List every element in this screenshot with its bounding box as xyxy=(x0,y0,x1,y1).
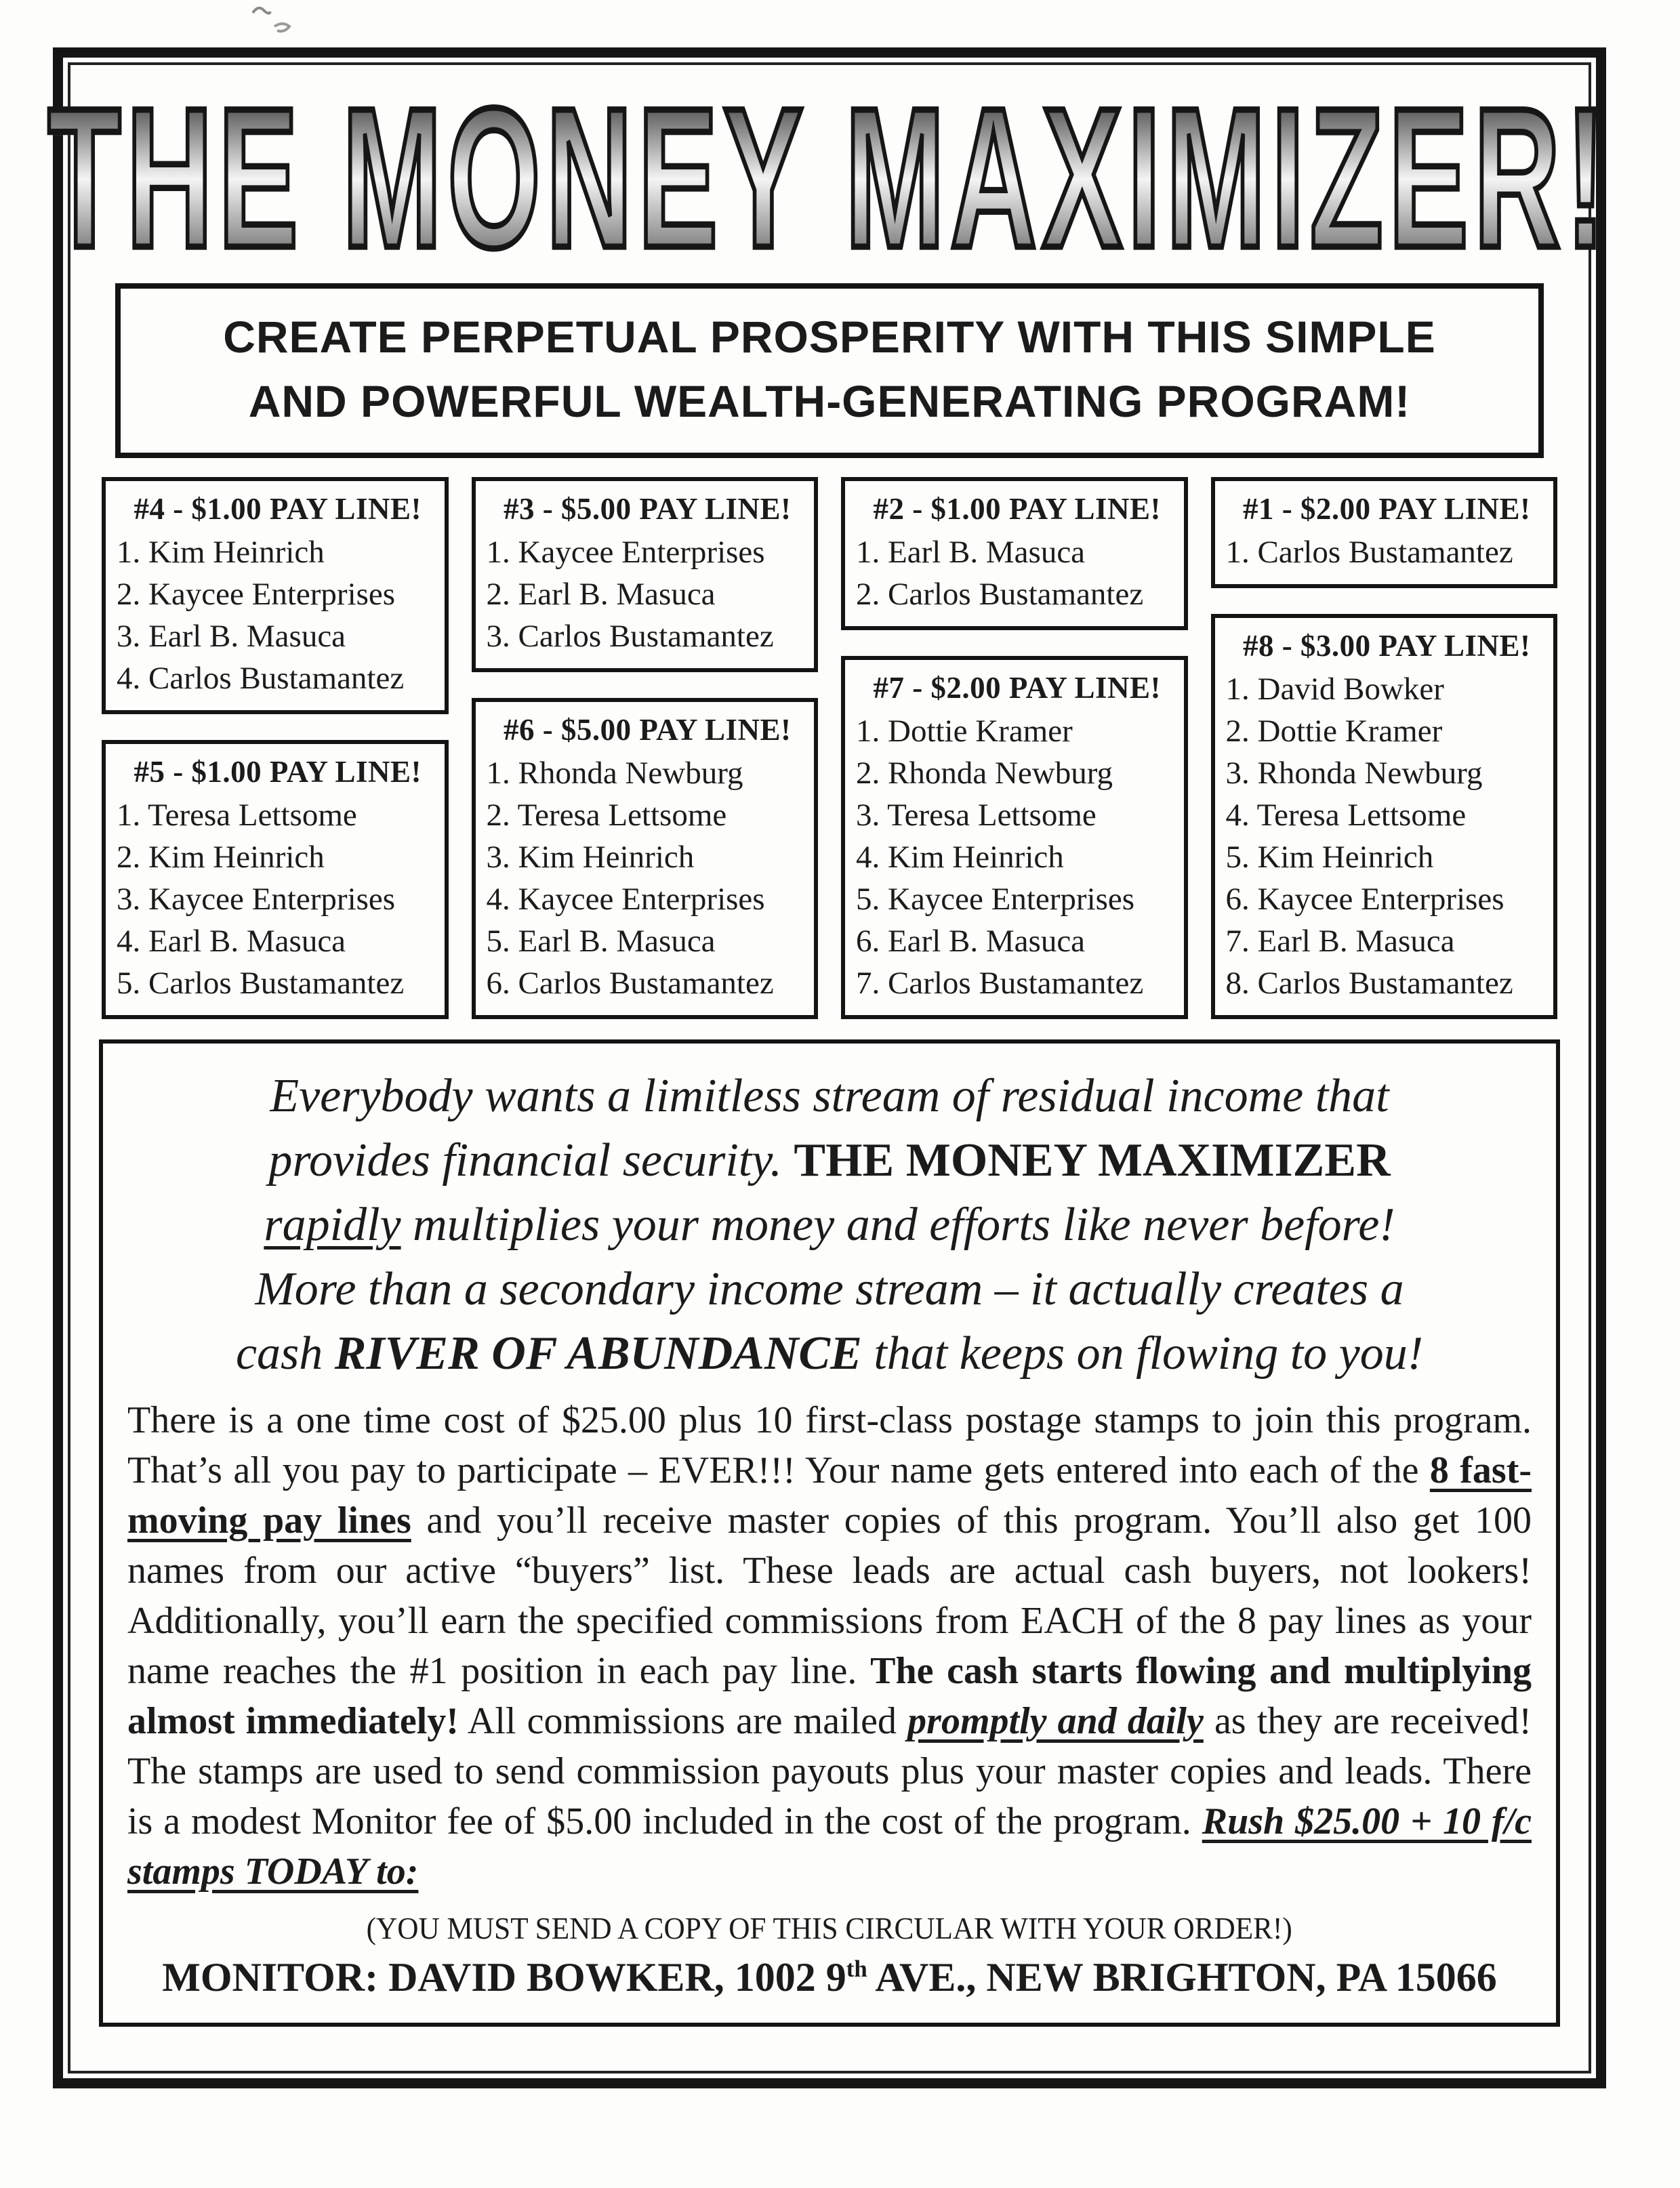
text-segment: and you’ll receive master copies of this program. You’ll also get 100 names from our active “buyers” list. These leads are actual cash buyers, not lookers! Additionally, you’ll earn the specified commissions from EACH of the 8 pay lines as your name reaches the #1 position in each pay line. xyxy=(127,1500,1532,1692)
text-segment: cash xyxy=(235,1327,335,1380)
text-segment: All commissions are mailed xyxy=(458,1700,908,1742)
pay-line-entry: 3. Teresa Lettsome xyxy=(856,798,1097,833)
pay-line-entry: 5. Kim Heinrich xyxy=(1225,840,1434,875)
text-segment: AVE., NEW BRIGHTON, PA 15066 xyxy=(867,1955,1497,2000)
main-text-box xyxy=(99,1039,1560,2027)
pay-line-column-1 xyxy=(102,477,449,1019)
pay-line-box-3 xyxy=(472,477,819,672)
pay-line-box-6 xyxy=(472,698,819,1019)
pay-line-names xyxy=(856,531,1179,615)
subtitle-box xyxy=(115,283,1544,458)
text-segment: promptly and daily xyxy=(907,1700,1204,1742)
pay-line-entry: 4. Kaycee Enterprises xyxy=(486,882,765,917)
pay-line-box-5 xyxy=(102,740,449,1019)
pay-line-names xyxy=(117,531,439,699)
pay-line-entry: 4. Carlos Bustamantez xyxy=(117,661,405,696)
text-segment: More than a secondary income stream – it actually creates a xyxy=(255,1263,1404,1315)
pay-line-header: #8 - $3.00 PAY LINE! xyxy=(1242,629,1531,663)
pay-line-entry: 6. Kaycee Enterprises xyxy=(1225,882,1504,917)
pay-line-entry: 6. Carlos Bustamantez xyxy=(486,966,774,1001)
text-segment: 8 fast-moving pay lines xyxy=(127,1449,1532,1542)
pay-line-entry: 1. Kim Heinrich xyxy=(117,535,325,570)
pay-line-entry: 3. Kim Heinrich xyxy=(486,840,695,875)
pay-line-entry: 1. Rhonda Newburg xyxy=(486,756,743,791)
pay-line-box-7 xyxy=(841,656,1188,1019)
pay-line-entry: 5. Earl B. Masuca xyxy=(486,924,716,959)
pay-line-names xyxy=(1226,531,1549,573)
pay-line-names xyxy=(856,710,1179,1004)
order-note-text: (YOU MUST SEND A COPY OF THIS CIRCULAR WITH YOUR ORDER!) xyxy=(366,1911,1293,1945)
pay-line-entry: 1. Carlos Bustamantez xyxy=(1225,535,1513,570)
pay-line-box-8 xyxy=(1211,614,1558,1019)
text-segment: MONITOR: DAVID BOWKER, 1002 9 xyxy=(162,1955,846,2000)
pay-line-entry: 1. Kaycee Enterprises xyxy=(486,535,765,570)
pay-line-entry: 1. Teresa Lettsome xyxy=(117,798,357,833)
text-segment: multiplies your money and efforts like never before! xyxy=(401,1199,1395,1251)
pay-line-box-4 xyxy=(102,477,449,714)
pay-line-entry: 3. Earl B. Masuca xyxy=(117,619,346,654)
intro-line xyxy=(127,1257,1532,1321)
pay-line-column-3 xyxy=(841,477,1188,1019)
pay-line-entry: 4. Kim Heinrich xyxy=(856,840,1064,875)
text-segment: THE MONEY MAXIMIZER xyxy=(794,1134,1391,1186)
intro-line xyxy=(127,1064,1532,1128)
pay-line-entry: 4. Teresa Lettsome xyxy=(1225,798,1467,833)
pay-line-entry: 5. Carlos Bustamantez xyxy=(117,966,405,1001)
intro-line xyxy=(127,1321,1532,1386)
pay-line-entry: 3. Kaycee Enterprises xyxy=(117,882,396,917)
pay-line-names xyxy=(1226,668,1549,1004)
order-note xyxy=(127,1907,1532,1949)
page-content xyxy=(47,65,1612,2071)
pay-line-header: #4 - $1.00 PAY LINE! xyxy=(134,492,422,526)
pay-line-entry: 6. Earl B. Masuca xyxy=(856,924,1086,959)
text-segment: rapidly xyxy=(264,1199,401,1251)
pencil-mark-artifact xyxy=(247,3,302,41)
text-segment: There is a one time cost of $25.00 plus 10 first-class postage stamps to join this program. That’s all you pay to participate – EVER!!! Your name gets entered into each of the xyxy=(127,1399,1532,1491)
pay-line-entry: 8. Carlos Bustamantez xyxy=(1225,966,1513,1001)
text-segment: provides financial security. xyxy=(268,1134,794,1186)
pay-line-box-2 xyxy=(841,477,1188,630)
pay-line-box-1 xyxy=(1211,477,1558,588)
subtitle-line-1: CREATE PERPETUAL PROSPERITY WITH THIS SIMPLE xyxy=(223,312,1436,362)
pay-line-entry: 2. Carlos Bustamantez xyxy=(856,577,1144,612)
monitor-address xyxy=(127,1949,1532,2005)
pay-line-header: #5 - $1.00 PAY LINE! xyxy=(134,755,422,789)
pay-line-entry: 4. Earl B. Masuca xyxy=(117,924,346,959)
pay-line-entry: 3. Rhonda Newburg xyxy=(1225,756,1483,791)
pay-line-entry: 2. Kaycee Enterprises xyxy=(117,577,396,612)
text-segment: Everybody wants a limitless stream of residual income that xyxy=(270,1070,1389,1122)
intro-line xyxy=(127,1193,1532,1257)
text-segment: as they are received! The stamps are used to send commission payouts plus your master copies and leads. There is a modest Monitor fee of $5.00 included in the cost of the program. xyxy=(127,1700,1532,1842)
pay-line-entry: 2. Kim Heinrich xyxy=(117,840,325,875)
pay-line-entry: 2. Rhonda Newburg xyxy=(856,756,1113,791)
pay-line-entry: 1. Dottie Kramer xyxy=(856,714,1073,749)
title-banner xyxy=(47,67,1612,289)
text-segment: The cash starts flowing and multiplying almost immediately! xyxy=(127,1650,1532,1742)
pay-line-header: #1 - $2.00 PAY LINE! xyxy=(1242,492,1531,526)
pay-line-column-4 xyxy=(1211,477,1558,1019)
pay-line-names xyxy=(487,531,809,657)
subtitle-line-2: AND POWERFUL WEALTH-GENERATING PROGRAM! xyxy=(248,376,1411,426)
pay-line-entry: 1. Earl B. Masuca xyxy=(856,535,1086,570)
text-segment: that keeps on flowing to you! xyxy=(861,1327,1424,1380)
intro-paragraph xyxy=(127,1064,1532,1386)
pay-line-header: #3 - $5.00 PAY LINE! xyxy=(503,492,792,526)
pay-line-header: #7 - $2.00 PAY LINE! xyxy=(873,671,1162,705)
pay-line-names xyxy=(487,752,809,1004)
text-segment: Rush $25.00 + 10 f/c stamps TODAY to: xyxy=(127,1800,1532,1893)
pay-line-entry: 2. Dottie Kramer xyxy=(1225,714,1443,749)
pay-line-header: #6 - $5.00 PAY LINE! xyxy=(503,713,792,747)
pay-line-entry: 3. Carlos Bustamantez xyxy=(486,619,774,654)
pay-line-entry: 1. David Bowker xyxy=(1225,672,1444,707)
pay-line-names xyxy=(117,794,439,1004)
pay-line-header: #2 - $1.00 PAY LINE! xyxy=(873,492,1162,526)
text-segment: th xyxy=(846,1956,867,1982)
body-paragraph xyxy=(127,1395,1532,1897)
pay-line-column-2 xyxy=(472,477,819,1019)
pay-line-entry: 5. Kaycee Enterprises xyxy=(856,882,1135,917)
pay-line-entry: 7. Earl B. Masuca xyxy=(1225,924,1455,959)
pay-line-entry: 2. Earl B. Masuca xyxy=(486,577,716,612)
text-segment: RIVER OF ABUNDANCE xyxy=(334,1327,862,1380)
pay-lines-grid xyxy=(102,477,1557,1019)
intro-line xyxy=(127,1128,1532,1193)
page-title: THE MONEY MAXIMIZER! xyxy=(48,65,1612,293)
pay-line-entry: 7. Carlos Bustamantez xyxy=(856,966,1144,1001)
pay-line-entry: 2. Teresa Lettsome xyxy=(486,798,727,833)
page-frame xyxy=(47,47,1612,2088)
